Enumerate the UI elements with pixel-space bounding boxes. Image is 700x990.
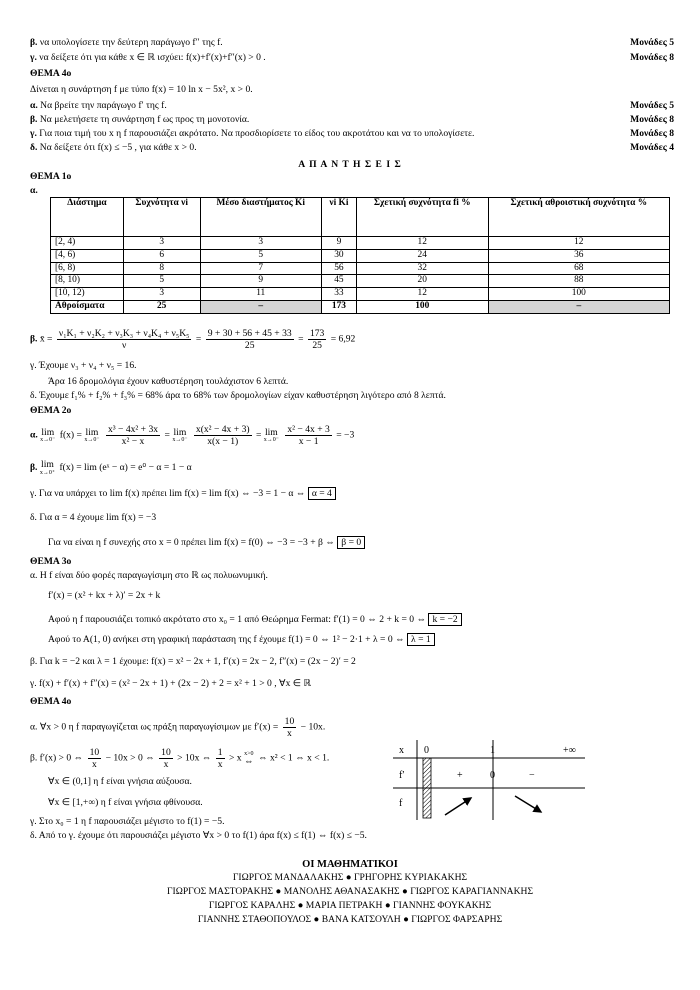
column-header: νi Ki (321, 198, 356, 237)
answer1-delta: δ. Έχουμε f₁% + f₂% + f₃% = 68% άρα το 68% των δρομολογίων είχαν καθυστέρηση λιγότερο από 8 λεπτά. (30, 390, 446, 401)
limit-text: lim (41, 426, 55, 438)
fx: f(x) = (59, 429, 82, 441)
column-header: Σχετική αθροιστική συχνότητα % (488, 198, 669, 237)
table-cell: 20 (356, 275, 488, 288)
answer3-point (48, 634, 435, 646)
x-value: 0 (424, 745, 429, 756)
item-text: Να δείξετε ότι f(x) ≤ −5 , για κάθε x > 0. (39, 142, 197, 153)
item-label: β. (30, 114, 38, 125)
expression: β. f′(x) > 0 ⇔ (30, 752, 84, 764)
limit (84, 428, 99, 444)
table-cell: 12 (488, 237, 669, 250)
answer4-delta: δ. Από το γ. έχουμε ότι παρουσιάζει μέγιστο ∀x > 0 το f(1) άρα f(x) ≤ f(1) ⇔ f(x) ≤ −5. (30, 830, 367, 841)
answer2-beta (30, 460, 192, 476)
points: Μονάδες 8 (630, 114, 674, 125)
points: Μονάδες 5 (630, 37, 674, 48)
limit-sub: x→0⁻ (172, 437, 188, 444)
limit (264, 428, 279, 444)
table-cell: 24 (356, 249, 488, 262)
expression: − 10x. (300, 721, 326, 733)
fraction (57, 328, 192, 351)
answer4-alpha (30, 716, 325, 739)
limit-sub: x→0⁻ (84, 437, 100, 444)
table-cell: 11 (200, 288, 321, 301)
table-total-row (51, 300, 670, 313)
expression: − 10x > 0 ⇔ (105, 752, 155, 764)
item-label: γ. (30, 52, 37, 63)
table-cell: [4, 6) (51, 249, 124, 262)
table-cell: [2, 4) (51, 237, 124, 250)
row-label-f: f (399, 798, 403, 809)
answer2-gamma (30, 488, 336, 500)
answer1-title: ΘΕΜΑ 1ο (30, 171, 72, 182)
sign: − (529, 770, 535, 781)
theme4-item-beta (30, 114, 249, 126)
fraction (159, 747, 173, 770)
table-cell: 12 (356, 288, 488, 301)
denominator: x (163, 759, 169, 771)
points: Μονάδες 8 (630, 128, 674, 139)
decreasing-arrow-icon (515, 796, 541, 812)
limit-text: lim (41, 459, 54, 470)
answer4-beta (30, 747, 329, 770)
table-cell: 5 (200, 249, 321, 262)
fraction (283, 716, 297, 739)
table-cell: [8, 10) (51, 275, 124, 288)
table-cell: 12 (356, 237, 488, 250)
answer2-title: ΘΕΜΑ 2ο (30, 405, 72, 416)
table-cell: 36 (488, 249, 669, 262)
fraction (206, 328, 294, 351)
column-header: Διάστημα (51, 198, 124, 237)
footer-line: ΓΙΩΡΓΟΣ ΜΑΣΤΟΡΑΚΗΣ ● ΜΑΝΟΛΗΣ ΑΘΑΝΑΣΑΚΗΣ ● ΓΙΩΡΓΟΣ ΚΑΡΑΓΙΑΝΝΑΚΗΣ (166, 886, 534, 897)
denominator: x (91, 759, 97, 771)
denominator: x (287, 728, 292, 740)
expression: Για να είναι η f συνεχής στο x = 0 πρέπει lim f(x) = f(0) ⇔ −3 = −3 + β ⇔ (48, 537, 335, 548)
implication-arrow (244, 751, 254, 767)
top-item-beta (30, 37, 223, 49)
answer3-alpha: α. Η f είναι δύο φορές παραγωγίσιμη στο ℝ ως πολυωνυμική. (30, 570, 268, 581)
x-value: +∞ (563, 745, 576, 756)
footer-heading: ΟΙ ΜΑΘΗΜΑΤΙΚΟΙ (302, 859, 398, 870)
boxed-answer: β = 0 (337, 536, 365, 549)
answer3-beta: β. Για k = −2 και λ = 1 έχουμε: f(x) = x² − 2x + 1, f′(x) = 2x − 2, f″(x) = (2x − 2)′ = 2 (30, 656, 356, 667)
hatched-domain-edge (423, 758, 431, 818)
points: Μονάδες 5 (630, 100, 674, 111)
table-header-row (51, 198, 670, 237)
expression: Αφού το Α(1, 0) ανήκει στη γραφική παράσταση της f έχουμε f(1) = 0 ⇔ 1² − 2·1 + λ = 0 ⇔ (48, 634, 405, 645)
footer-line: ΓΙΩΡΓΟΣ ΜΑΝΔΑΛΑΚΗΣ ● ΓΡΗΓΟΡΗΣ ΚΥΡΙΑΚΑΚΗΣ (232, 872, 468, 883)
item-text: Να μελετήσετε τη συνάρτηση f ως προς τη μονοτονία. (39, 114, 250, 125)
table-row (51, 249, 670, 262)
table-cell: 3 (200, 237, 321, 250)
expression: Αφού η f παρουσιάζει τοπικό ακρότατο στο x₀ = 1 από Θεώρημα Fermat: f′(1) = 0 ⇔ 2 + k = 0 ⇔ (48, 614, 427, 625)
mean-result: = 6,92 (330, 333, 356, 345)
limit (172, 428, 187, 444)
theme4-title: ΘΕΜΑ 4ο (30, 68, 72, 79)
table-cell: 56 (321, 262, 356, 275)
fraction (88, 747, 102, 770)
table-cell: 5 (123, 275, 200, 288)
fraction (216, 747, 225, 770)
table-cell: – (488, 300, 669, 313)
table-cell: 68 (488, 262, 669, 275)
table-cell: 88 (488, 275, 669, 288)
answer3-gamma: γ. f(x) + f′(x) + f″(x) = (x² − 2x + 1) + (2x − 2) + 2 = x² + 1 > 0 , ∀x ∈ ℝ (30, 678, 312, 689)
numerator: 10 (89, 747, 100, 758)
limit-text: lim (264, 426, 278, 438)
table-row (51, 275, 670, 288)
table-cell: 45 (321, 275, 356, 288)
table-cell: Αθροίσματα (51, 300, 124, 313)
theme4-item-gamma (30, 128, 474, 140)
limit-sub: x→0⁻ (263, 437, 279, 444)
numerator: x(x² − 4x + 3) (195, 424, 250, 435)
item-label: α. (30, 429, 38, 441)
arrow-condition: x>0 (244, 750, 254, 757)
theme4-intro: Δίνεται η συνάρτηση f με τύπο f(x) = 10 ln x − 5x², x > 0. (30, 84, 253, 95)
column-header: Σχετική συχνότητα fi % (356, 198, 488, 237)
answer1-alpha-label: α. (30, 185, 38, 196)
answers-title: Α Π Α Ν Τ Η Σ Ε Ι Σ (298, 159, 402, 170)
column-header: Μέσο διαστήματος Ki (200, 198, 321, 237)
table-row (51, 262, 670, 275)
numerator: 10 (161, 747, 171, 758)
row-label-x: x (399, 745, 404, 756)
answer3-fermat (48, 614, 462, 626)
item-label: β. (30, 37, 38, 48)
footer-line: ΓΙΩΡΓΟΣ ΚΑΡΑΛΗΣ ● ΜΑΡΙΑ ΠΕΤΡΑΚΗ ● ΓΙΑΝΝΗΣ ΦΟΥΚΑΚΗΣ (208, 900, 492, 911)
table-cell: [6, 8) (51, 262, 124, 275)
monotonicity-table (393, 740, 593, 820)
expression: ⇔ x² < 1 ⇔ x < 1. (258, 752, 330, 764)
fraction (106, 424, 160, 447)
expression: > x (228, 752, 242, 764)
table-cell: 3 (123, 288, 200, 301)
limit (40, 460, 55, 476)
item-label: δ. (30, 142, 38, 153)
table-cell: 32 (356, 262, 488, 275)
theme4-item-delta (30, 142, 197, 154)
numerator: 9 + 30 + 56 + 45 + 33 (207, 328, 292, 339)
numerator: 1 (217, 747, 223, 758)
table-cell: 8 (123, 262, 200, 275)
answer2-alpha: α. lim x→0⁻ f(x) = lim x→0⁻ $\frac{\text{x³ − 4x² + 3x}}{\text{x² − x}}$ = lim x→0⁻ $\frac{\text{x(x² − 4x + 3)}}{x(x - 1)}$ = lim x→0⁻ $\frac{\text{x² − 4x + 3}}{x - 1}$ = −3 (30, 424, 355, 448)
limit (40, 428, 55, 444)
points: Μονάδες 8 (630, 52, 674, 63)
answer1-gamma: γ. Έχουμε ν₃ + ν₄ + ν₅ = 16. (30, 360, 137, 371)
answer4-gamma: γ. Στο x₀ = 1 η f παρουσιάζει μέγιστο το f(1) = −5. (30, 816, 225, 827)
answer4-title: ΘΕΜΑ 4ο (30, 696, 72, 707)
table-cell: 7 (200, 262, 321, 275)
table-row (51, 288, 670, 301)
limit-text: lim (173, 426, 187, 438)
numerator: ν₁K₁ + ν₂K₂ + ν₃K₃ + ν₄K₄ + ν₅K₅ (58, 328, 190, 339)
item-text: Για ποια τιμή του x η f παρουσιάζει ακρότατο. Να προσδιορίσετε το είδος του ακροτάτου και να το υπολογίσετε. (39, 128, 475, 139)
denominator: x (217, 759, 223, 771)
table-cell: 9 (321, 237, 356, 250)
points: Μονάδες 4 (630, 142, 674, 153)
numerator: 173 (309, 328, 325, 339)
frequency-table (50, 197, 670, 314)
denominator: 25 (312, 340, 322, 352)
numerator: x³ − 4x² + 3x (107, 424, 159, 435)
table-cell: [10, 12) (51, 288, 124, 301)
table-cell: 100 (356, 300, 488, 313)
denominator: ν (122, 340, 127, 352)
limit-text: lim (85, 426, 99, 438)
sign: 0 (490, 770, 495, 781)
answer1-gamma-text: Άρα 16 δρομολόγια έχουν καθυστέρηση τουλάχιστον 6 λεπτά. (48, 376, 289, 387)
table-cell: 3 (123, 237, 200, 250)
numerator: 10 (284, 716, 295, 727)
table-cell: 25 (123, 300, 200, 313)
expression: γ. Για να υπάρχει το lim f(x) πρέπει lim f(x) = lim f(x) ⇔ −3 = 1 − α ⇔ (30, 488, 306, 499)
limit-sub: x→0⁺ (39, 469, 56, 476)
fraction (285, 424, 331, 447)
answer4-decreasing: ∀x ∈ [1,+∞) η f είναι γνήσια φθίνουσα. (48, 797, 203, 808)
top-item-gamma (30, 52, 266, 64)
denominator: x(x − 1) (207, 436, 239, 448)
table-cell: 6 (123, 249, 200, 262)
numerator: x² − 4x + 3 (287, 424, 330, 435)
answer1-beta: β. x̄ = $\frac{\text{ν₁K₁ + ν₂K₂ + ν₃K₃ + ν₄K₄ + ν₅K₅}}{\nu}$ = $\frac{9 + 30 + 56 + 45 + 33}{25}$ = $\frac{173}{25}$ = 6,92 (30, 328, 356, 352)
boxed-answer: α = 4 (308, 487, 336, 500)
table-row (51, 237, 670, 250)
theme4-item-alpha (30, 100, 167, 112)
limit-sub: x→0⁻ (40, 437, 56, 444)
item-text: να υπολογίσετε την δεύτερη παράγωγο f″ της f. (39, 37, 223, 48)
result: = −3 (336, 429, 355, 441)
item-label: β. (30, 462, 38, 473)
mean-symbol: x̄ = (39, 333, 53, 345)
expression: > 10x ⇔ (177, 752, 212, 764)
table-cell: 9 (200, 275, 321, 288)
item-label: α. (30, 100, 38, 111)
table-cell: 173 (321, 300, 356, 313)
item-label: γ. (30, 128, 37, 139)
expression: α. ∀x > 0 η f παραγωγίζεται ως πράξη παραγωγίσιμων με f′(x) = (30, 721, 279, 733)
x-value: 1 (490, 745, 495, 756)
fraction (308, 328, 326, 351)
denominator: x − 1 (298, 436, 319, 448)
answer3-derivative: f′(x) = (x² + kx + λ)′ = 2x + k (48, 590, 161, 601)
fraction (194, 424, 252, 447)
expression: f(x) = lim (eˣ − α) = e⁰ − α = 1 − α (59, 462, 192, 473)
item-text: Να βρείτε την παράγωγο f′ της f. (40, 100, 167, 111)
footer-line: ΓΙΑΝΝΗΣ ΣΤΑΘΟΠΟΥΛΟΣ ● ΒΑΝΑ ΚΑΤΣΟΥΛΗ ● ΓΙΩΡΓΟΣ ΦΑΡΣΑΡΗΣ (197, 914, 503, 925)
increasing-arrow-icon (445, 798, 471, 815)
table-cell: 30 (321, 249, 356, 262)
boxed-answer: λ = 1 (407, 633, 435, 646)
sign: + (457, 770, 463, 781)
answer4-increasing: ∀x ∈ (0,1] η f είναι γνήσια αύξουσα. (48, 776, 192, 787)
answer3-title: ΘΕΜΑ 3ο (30, 556, 72, 567)
table-cell: – (200, 300, 321, 313)
denominator: 25 (244, 340, 255, 352)
boxed-answer: k = −2 (428, 613, 461, 626)
item-text: να δείξετε ότι για κάθε x ∈ ℝ ισχύει: f(x)+f′(x)+f″(x) > 0 . (39, 52, 266, 63)
item-label: β. (30, 333, 38, 345)
table-cell: 100 (488, 288, 669, 301)
arrow-glyph: ⇔ (244, 755, 254, 767)
answer2-delta-continuity (48, 537, 365, 549)
table-cell: 33 (321, 288, 356, 301)
row-label-fprime: f′ (399, 770, 405, 781)
column-header: Συχνότητα νi (123, 198, 200, 237)
answer2-delta: δ. Για α = 4 έχουμε lim f(x) = −3 (30, 512, 157, 523)
denominator: x² − x (121, 436, 145, 448)
